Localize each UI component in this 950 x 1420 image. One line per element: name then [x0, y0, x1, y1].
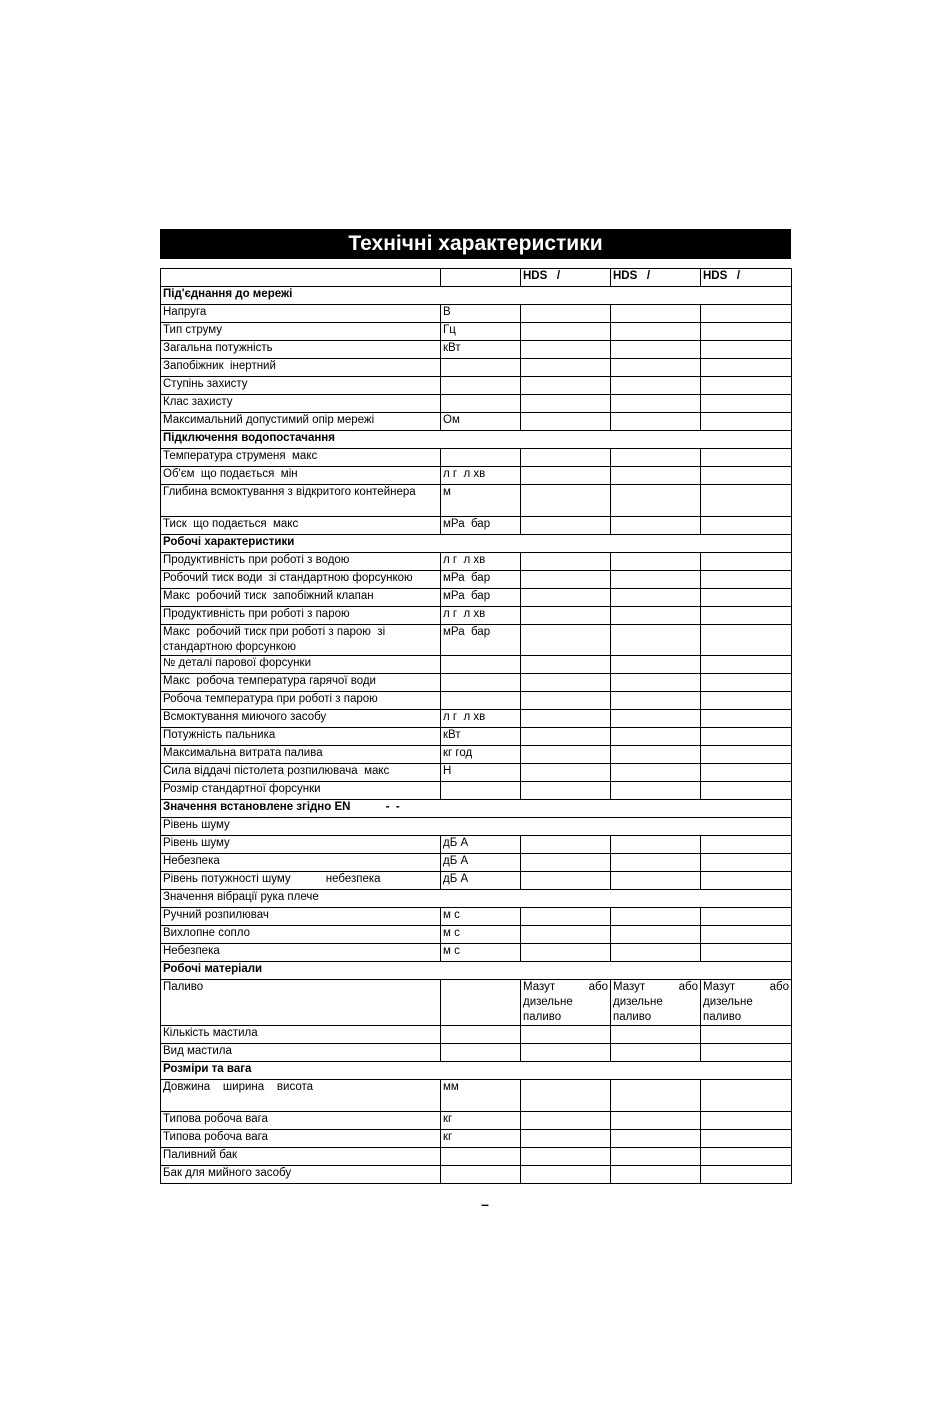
- value-cell: [701, 944, 792, 962]
- value-cell: [701, 341, 792, 359]
- value-cell: [611, 1130, 701, 1148]
- value-cell: [701, 1148, 792, 1166]
- table-row: [161, 854, 792, 872]
- value-cell: [701, 872, 792, 890]
- value-cell: [701, 395, 792, 413]
- value-cell: Мазут або дизельне паливо: [701, 980, 792, 1026]
- param-unit: кг: [441, 1130, 521, 1148]
- section-header: [161, 800, 792, 818]
- value-cell: [701, 1026, 792, 1044]
- param-label: Продуктивність при роботі з парою: [161, 607, 441, 625]
- value-cell: [521, 607, 611, 625]
- section-label: Підключення водопостачання: [161, 431, 792, 449]
- param-label: Клас захисту: [161, 395, 441, 413]
- param-label: Макс робоча температура гарячої води: [161, 674, 441, 692]
- table-row: [161, 836, 792, 854]
- param-unit: кВт: [441, 728, 521, 746]
- value-cell: [611, 323, 701, 341]
- table-row: [161, 674, 792, 692]
- table-row: [161, 872, 792, 890]
- table-row: [161, 305, 792, 323]
- value-cell: [521, 728, 611, 746]
- param-label: Загальна потужність: [161, 341, 441, 359]
- param-unit: [441, 359, 521, 377]
- value-cell: [521, 674, 611, 692]
- value-cell: [521, 836, 611, 854]
- table-row: [161, 377, 792, 395]
- value-cell: [521, 782, 611, 800]
- value-cell: [521, 1026, 611, 1044]
- value-cell: [611, 1112, 701, 1130]
- param-unit: [441, 449, 521, 467]
- table-row: [161, 323, 792, 341]
- value-cell: [701, 1112, 792, 1130]
- subsection-label: [161, 890, 792, 908]
- param-unit: [441, 674, 521, 692]
- value-cell: [521, 589, 611, 607]
- subsection-label: [161, 818, 792, 836]
- section-label: Робочі характеристики: [161, 535, 792, 553]
- value-cell: [611, 377, 701, 395]
- value-cell: [611, 944, 701, 962]
- param-unit: мРа бар: [441, 625, 521, 656]
- param-unit: Н: [441, 764, 521, 782]
- param-label: Вихлопне сопло: [161, 926, 441, 944]
- param-label: Кількість мастила: [161, 1026, 441, 1044]
- value-cell: [701, 1080, 792, 1112]
- param-unit: [441, 1148, 521, 1166]
- value-cell: [611, 656, 701, 674]
- param-unit: л г л хв: [441, 553, 521, 571]
- value-cell: [611, 836, 701, 854]
- value-cell: [701, 746, 792, 764]
- param-label: Макс робочий тиск при роботі з парою зі стандартною форсункою: [161, 625, 441, 656]
- value-cell: [521, 377, 611, 395]
- value-cell: [611, 449, 701, 467]
- param-unit: [441, 656, 521, 674]
- param-label: Максимальна витрата палива: [161, 746, 441, 764]
- value-cell: [701, 467, 792, 485]
- value-cell: [521, 1166, 611, 1184]
- value-cell: [701, 305, 792, 323]
- section-label: Значення вібрації рука плече: [161, 890, 792, 908]
- param-unit: [441, 395, 521, 413]
- section-header: [161, 535, 792, 553]
- section-label: Під'єднання до мережі: [161, 287, 792, 305]
- value-cell: [701, 692, 792, 710]
- param-label: Глибина всмоктування з відкритого контейнера: [161, 485, 441, 517]
- param-label: Типова робоча вага: [161, 1130, 441, 1148]
- section-label: Рівень шуму: [161, 818, 792, 836]
- param-unit: [441, 1026, 521, 1044]
- param-unit: Ом: [441, 413, 521, 431]
- param-label: Довжина ширина висота: [161, 1080, 441, 1112]
- value-cell: [521, 1080, 611, 1112]
- section-label: Значення встановлене згідно EN - -: [161, 800, 792, 818]
- value-cell: [611, 854, 701, 872]
- param-unit: м с: [441, 944, 521, 962]
- value-cell: [521, 656, 611, 674]
- table-row: [161, 413, 792, 431]
- value-cell: [611, 359, 701, 377]
- param-label: Вид мастила: [161, 1044, 441, 1062]
- table-row: [161, 467, 792, 485]
- param-label: Паливо: [161, 980, 441, 1026]
- param-label: Макс робочий тиск запобіжний клапан: [161, 589, 441, 607]
- param-unit: м с: [441, 926, 521, 944]
- param-label: Робочий тиск води зі стандартною форсункою: [161, 571, 441, 589]
- table-row: [161, 944, 792, 962]
- value-cell: [521, 854, 611, 872]
- value-cell: Мазут або дизельне паливо: [611, 980, 701, 1026]
- value-cell: [701, 1166, 792, 1184]
- param-unit: [441, 1044, 521, 1062]
- param-label: Всмоктування миючого засобу: [161, 710, 441, 728]
- param-label: Тиск що подається макс: [161, 517, 441, 535]
- value-cell: [521, 746, 611, 764]
- value-cell: [701, 607, 792, 625]
- value-cell: [611, 908, 701, 926]
- table-row: [161, 517, 792, 535]
- value-cell: [701, 323, 792, 341]
- table-row: [161, 710, 792, 728]
- value-cell: [701, 854, 792, 872]
- value-cell: [611, 1026, 701, 1044]
- table-row: [161, 764, 792, 782]
- column-header: HDS /: [701, 269, 792, 287]
- param-label: Сила віддачі пістолета розпилювача макс: [161, 764, 441, 782]
- value-cell: [611, 485, 701, 517]
- param-label: Ступінь захисту: [161, 377, 441, 395]
- param-label: Небезпека: [161, 854, 441, 872]
- param-label: Запобіжник інертний: [161, 359, 441, 377]
- value-cell: [701, 926, 792, 944]
- value-cell: [701, 377, 792, 395]
- section-header: [161, 431, 792, 449]
- param-unit: кг год: [441, 746, 521, 764]
- param-unit: кг: [441, 1112, 521, 1130]
- value-cell: [701, 413, 792, 431]
- value-cell: [611, 607, 701, 625]
- value-cell: [521, 926, 611, 944]
- value-cell: [701, 485, 792, 517]
- column-header: HDS /: [521, 269, 611, 287]
- value-cell: [521, 359, 611, 377]
- value-cell: [611, 872, 701, 890]
- param-label: Розмір стандартної форсунки: [161, 782, 441, 800]
- value-cell: [701, 571, 792, 589]
- param-label: Типова робоча вага: [161, 1112, 441, 1130]
- value-cell: [701, 517, 792, 535]
- table-row: [161, 341, 792, 359]
- value-cell: [611, 467, 701, 485]
- table-row: [161, 1112, 792, 1130]
- value-cell: [701, 836, 792, 854]
- param-label: Паливний бак: [161, 1148, 441, 1166]
- value-cell: [611, 710, 701, 728]
- param-label: Потужність пальника: [161, 728, 441, 746]
- param-label: Бак для мийного засобу: [161, 1166, 441, 1184]
- table-row: [161, 1044, 792, 1062]
- value-cell: [521, 908, 611, 926]
- param-unit: м: [441, 485, 521, 517]
- value-cell: [521, 553, 611, 571]
- table-row: [161, 782, 792, 800]
- value-cell: [611, 746, 701, 764]
- value-cell: [521, 1148, 611, 1166]
- value-cell: [701, 1130, 792, 1148]
- param-unit: мРа бар: [441, 571, 521, 589]
- table-row: [161, 1130, 792, 1148]
- param-label: № деталі парової форсунки: [161, 656, 441, 674]
- param-label: Тип струму: [161, 323, 441, 341]
- value-cell: [611, 674, 701, 692]
- section-header: [161, 287, 792, 305]
- param-unit: В: [441, 305, 521, 323]
- value-cell: [521, 449, 611, 467]
- table-row: [161, 607, 792, 625]
- value-cell: [521, 1112, 611, 1130]
- section-label: Розміри та вага: [161, 1062, 792, 1080]
- value-cell: [701, 553, 792, 571]
- value-cell: [611, 1148, 701, 1166]
- value-cell: [611, 625, 701, 656]
- value-cell: [521, 467, 611, 485]
- value-cell: [701, 782, 792, 800]
- value-cell: [701, 449, 792, 467]
- column-header: [441, 269, 521, 287]
- value-cell: [521, 625, 611, 656]
- value-cell: [521, 764, 611, 782]
- value-cell: [521, 413, 611, 431]
- value-cell: [701, 656, 792, 674]
- value-cell: [701, 674, 792, 692]
- table-row: [161, 553, 792, 571]
- param-unit: л г л хв: [441, 467, 521, 485]
- value-cell: [611, 517, 701, 535]
- param-label: Ручний розпилювач: [161, 908, 441, 926]
- param-label: Напруга: [161, 305, 441, 323]
- table-header-row: [161, 269, 792, 287]
- page-title: Технічні характеристики: [160, 229, 791, 259]
- value-cell: [611, 926, 701, 944]
- table-row: [161, 1080, 792, 1112]
- value-cell: [521, 944, 611, 962]
- value-cell: [701, 589, 792, 607]
- param-unit: [441, 980, 521, 1026]
- value-cell: Мазут або дизельне паливо: [521, 980, 611, 1026]
- value-cell: [611, 305, 701, 323]
- param-unit: Гц: [441, 323, 521, 341]
- table-row: [161, 395, 792, 413]
- param-label: Небезпека: [161, 944, 441, 962]
- value-cell: [521, 872, 611, 890]
- value-cell: [611, 692, 701, 710]
- param-unit: л г л хв: [441, 607, 521, 625]
- value-cell: [521, 692, 611, 710]
- spec-table: [160, 268, 792, 1184]
- value-cell: [611, 1080, 701, 1112]
- table-row: [161, 571, 792, 589]
- value-cell: [611, 1044, 701, 1062]
- table-row: [161, 692, 792, 710]
- param-label: Об'єм що подається мін: [161, 467, 441, 485]
- param-unit: мм: [441, 1080, 521, 1112]
- table-row: [161, 908, 792, 926]
- section-header: [161, 1062, 792, 1080]
- value-cell: [701, 625, 792, 656]
- value-cell: [521, 517, 611, 535]
- page-footer-mark: –: [481, 1196, 489, 1212]
- param-unit: л г л хв: [441, 710, 521, 728]
- param-unit: мРа бар: [441, 517, 521, 535]
- param-unit: дБ А: [441, 872, 521, 890]
- table-row: [161, 1026, 792, 1044]
- value-cell: [611, 395, 701, 413]
- param-unit: [441, 377, 521, 395]
- table-row: [161, 485, 792, 517]
- param-unit: дБ А: [441, 854, 521, 872]
- table-row: [161, 449, 792, 467]
- table-row: [161, 1166, 792, 1184]
- table-row: [161, 625, 792, 656]
- value-cell: [611, 728, 701, 746]
- value-cell: [701, 1044, 792, 1062]
- section-header: [161, 962, 792, 980]
- value-cell: [521, 710, 611, 728]
- value-cell: [611, 341, 701, 359]
- table-row: [161, 359, 792, 377]
- value-cell: [521, 323, 611, 341]
- table-row: [161, 728, 792, 746]
- table-row: [161, 746, 792, 764]
- column-header: HDS /: [611, 269, 701, 287]
- value-cell: [701, 764, 792, 782]
- table-row: [161, 1148, 792, 1166]
- value-cell: [521, 1130, 611, 1148]
- value-cell: [521, 571, 611, 589]
- param-unit: [441, 782, 521, 800]
- param-label: Продуктивність при роботі з водою: [161, 553, 441, 571]
- param-unit: м с: [441, 908, 521, 926]
- value-cell: [701, 359, 792, 377]
- value-cell: [701, 710, 792, 728]
- param-label: Рівень шуму: [161, 836, 441, 854]
- value-cell: [521, 395, 611, 413]
- param-label: Рівень потужності шуму небезпека: [161, 872, 441, 890]
- value-cell: [611, 764, 701, 782]
- table-row: [161, 926, 792, 944]
- value-cell: [701, 728, 792, 746]
- value-cell: [521, 485, 611, 517]
- value-cell: [611, 553, 701, 571]
- value-cell: [611, 413, 701, 431]
- table-row: [161, 589, 792, 607]
- param-label: Максимальний допустимий опір мережі: [161, 413, 441, 431]
- section-label: Робочі матеріали: [161, 962, 792, 980]
- param-unit: кВт: [441, 341, 521, 359]
- param-unit: [441, 692, 521, 710]
- value-cell: [521, 1044, 611, 1062]
- param-label: Робоча температура при роботі з парою: [161, 692, 441, 710]
- param-label: Температура струменя макс: [161, 449, 441, 467]
- column-header: [161, 269, 441, 287]
- value-cell: [521, 305, 611, 323]
- param-unit: мРа бар: [441, 589, 521, 607]
- value-cell: [611, 571, 701, 589]
- value-cell: [611, 1166, 701, 1184]
- table-row: [161, 656, 792, 674]
- value-cell: [701, 908, 792, 926]
- table-row: [161, 980, 792, 1026]
- value-cell: [521, 341, 611, 359]
- param-unit: дБ А: [441, 836, 521, 854]
- value-cell: [611, 589, 701, 607]
- param-unit: [441, 1166, 521, 1184]
- value-cell: [611, 782, 701, 800]
